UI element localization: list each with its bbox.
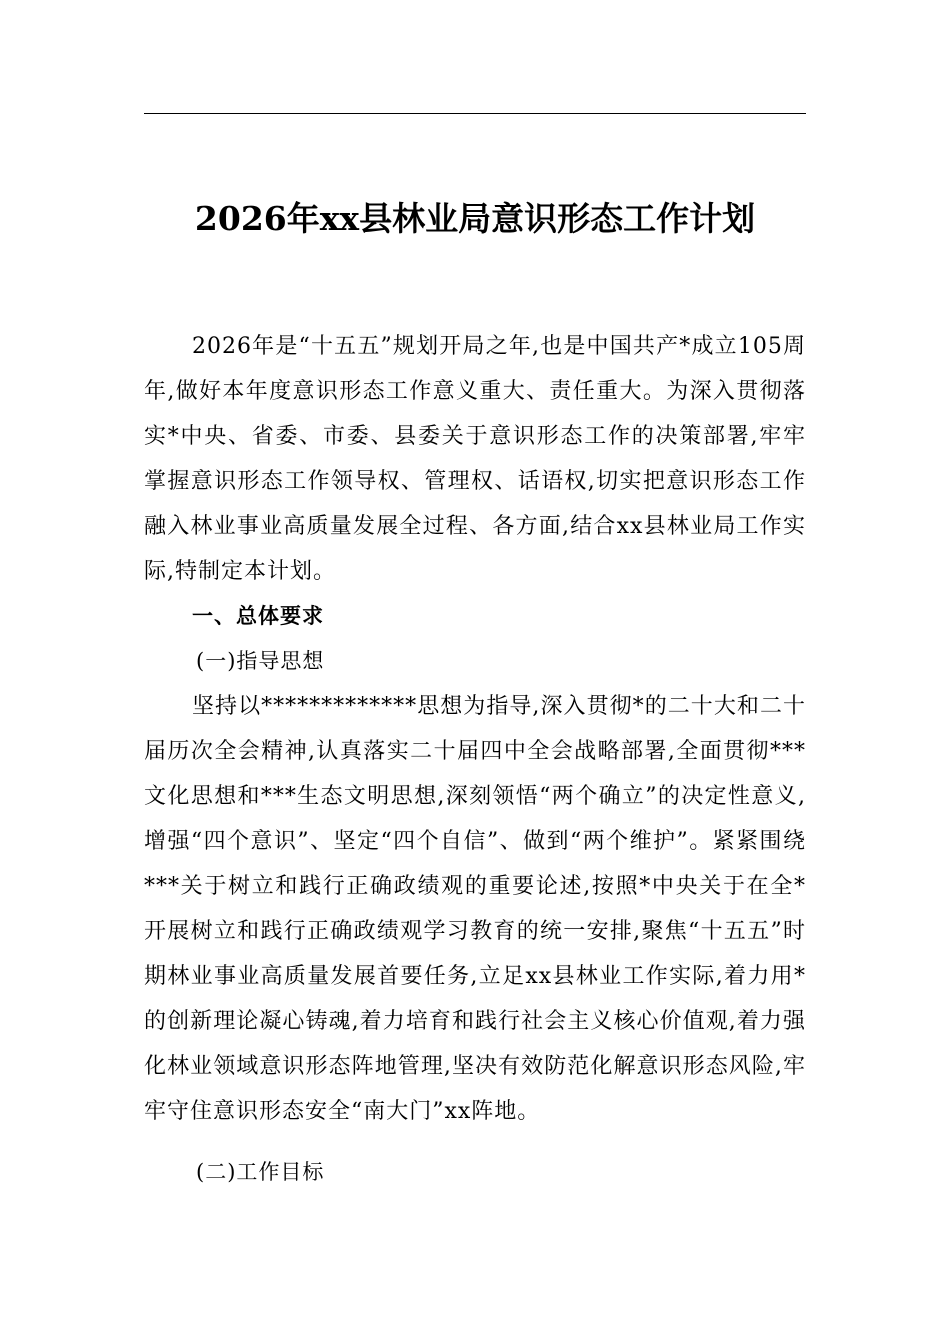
section-heading-overall-requirements: 一、总体要求 [192, 604, 324, 628]
subsection-heading-work-goals: (二)工作目标 [196, 1160, 325, 1184]
paragraph-spacer [144, 1134, 806, 1150]
document-title: 2026年xx县林业局意识形态工作计划 [194, 199, 756, 238]
subsection-heading-guiding-thought: (一)指导思想 [196, 649, 325, 673]
header-rule [144, 113, 806, 114]
guiding-thought-paragraph: 坚持以*************思想为指导,深入贯彻*的二十大和二十届历次全会精神,认真落实二十届四中全会战略部署,全面贯彻***文化思想和***生态文明思想,深刻领悟“两个确立”的决定性意义,增强“四个意识”、坚定“四个自信”、做到“两个维护”。紧紧围绕***关于树立和践行正确政绩观的重要论述,按照*中央关于在全*开展树立和践行正确政绩观学习教育的统一安排,聚焦“十五五”时期林业事业高质量发展首要任务,立足xx县林业工作实际,着力用*的创新理论凝心铸魂,着力培育和践行社会主义核心价值观,着力强化林业领域意识形态阵地管理,坚决有效防范化解意识形态风险,牢牢守住意识形态安全“南大门”xx阵地。 [144, 694, 806, 1124]
intro-paragraph: 2026年是“十五五”规划开局之年,也是中国共产*成立105周年,做好本年度意识形态工作意义重大、责任重大。为深入贯彻落实*中央、省委、市委、县委关于意识形态工作的决策部署,牢牢掌握意识形态工作领导权、管理权、话语权,切实把意识形态工作融入林业事业高质量发展全过程、各方面,结合xx县林业局工作实际,特制定本计划。 [144, 334, 806, 584]
document-body [144, 324, 806, 1195]
